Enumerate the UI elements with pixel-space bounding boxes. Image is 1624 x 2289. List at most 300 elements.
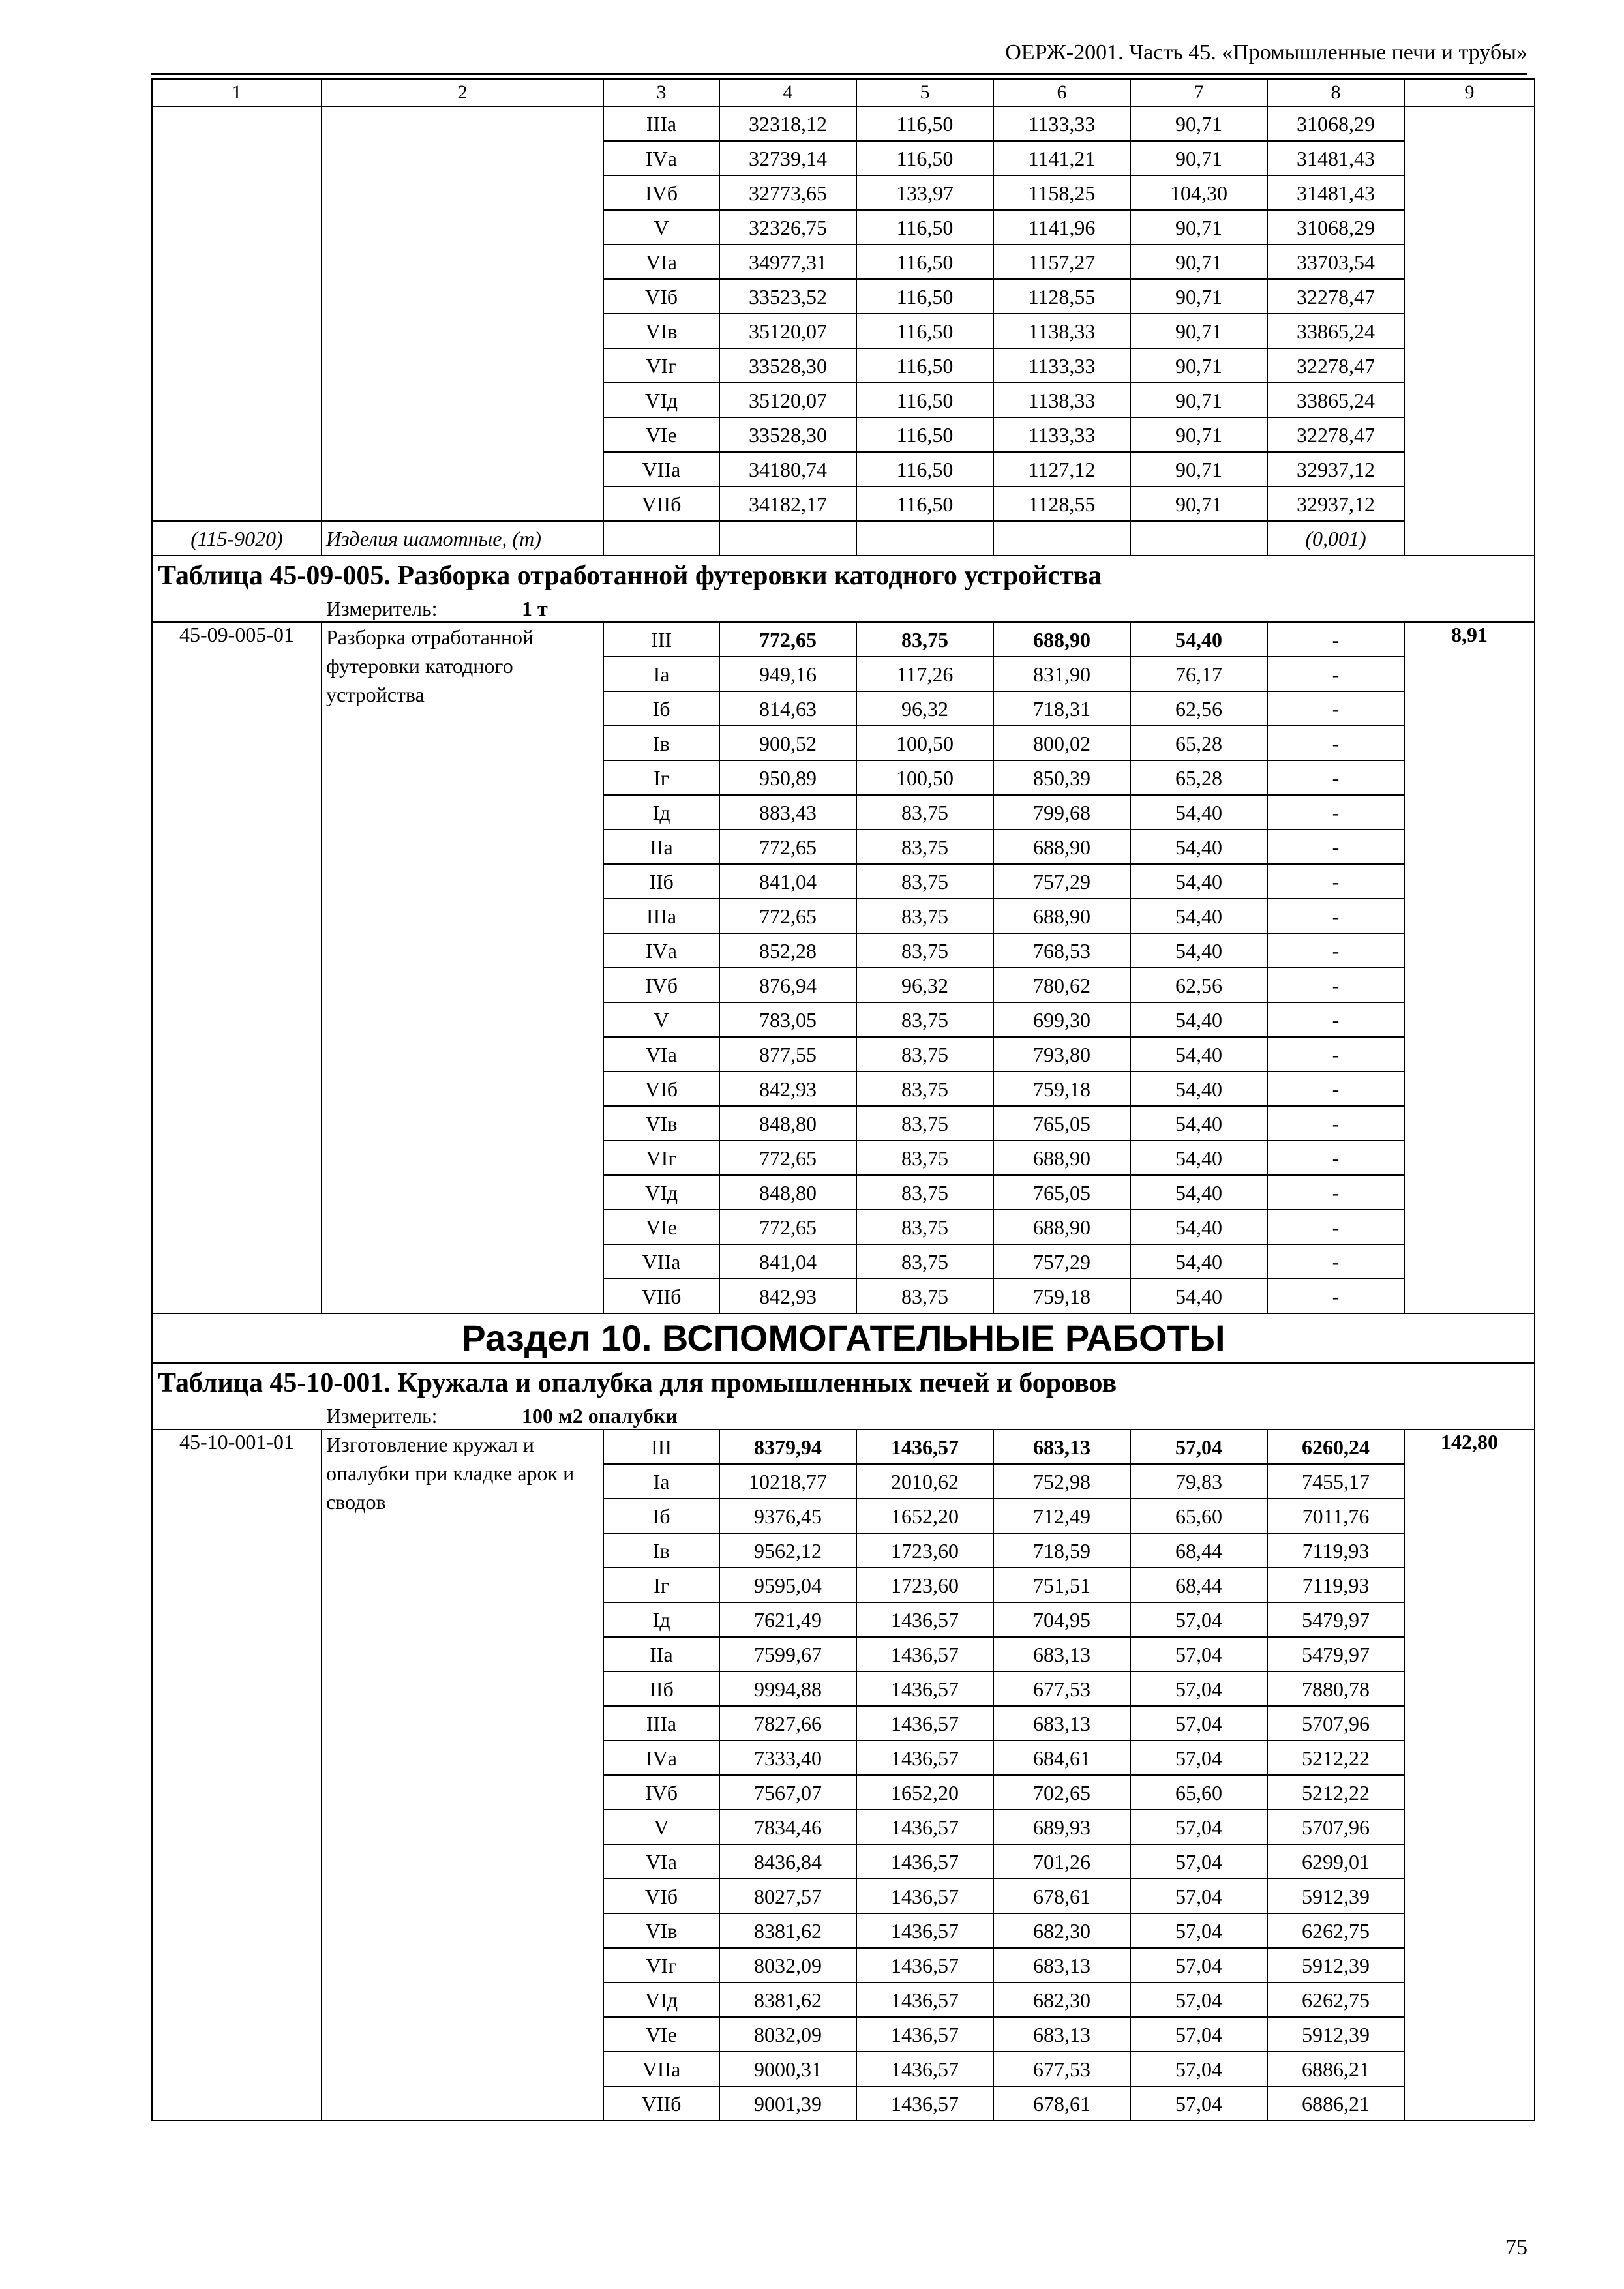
zone-code: Iг <box>603 760 719 795</box>
price-value: 54,40 <box>1130 1279 1267 1313</box>
price-value: - <box>1267 795 1404 830</box>
price-value: 32318,12 <box>719 106 856 141</box>
price-value: 54,40 <box>1130 622 1267 657</box>
price-value: 57,04 <box>1130 1913 1267 1948</box>
price-value: - <box>1267 1244 1404 1279</box>
price-value: - <box>1267 760 1404 795</box>
price-value: 83,75 <box>856 1037 993 1071</box>
price-value: 7599,67 <box>719 1637 856 1671</box>
price-value: - <box>1267 1106 1404 1141</box>
price-value: 90,71 <box>1130 417 1267 452</box>
price-value: 54,40 <box>1130 795 1267 830</box>
price-value: 83,75 <box>856 830 993 864</box>
price-value: - <box>1267 1210 1404 1244</box>
price-value: 90,71 <box>1130 245 1267 279</box>
zone-code: IIIа <box>603 899 719 933</box>
price-value: 682,30 <box>993 1913 1130 1948</box>
price-value: 57,04 <box>1130 2052 1267 2086</box>
column-9-value: 8,91 <box>1404 622 1535 1313</box>
price-value: 83,75 <box>856 1141 993 1175</box>
zone-code: VIа <box>603 1844 719 1879</box>
price-value: 32937,12 <box>1267 486 1404 521</box>
price-value: 852,28 <box>719 933 856 968</box>
price-value: 31481,43 <box>1267 175 1404 210</box>
price-value: 7119,93 <box>1267 1533 1404 1568</box>
price-value: - <box>1267 1037 1404 1071</box>
price-value: 6262,75 <box>1267 1982 1404 2017</box>
price-value: 1436,57 <box>856 2017 993 2052</box>
zone-code: Iв <box>603 726 719 760</box>
price-value: 1138,33 <box>993 383 1130 417</box>
column-number: 4 <box>719 79 856 106</box>
price-value: 1436,57 <box>856 1982 993 2017</box>
price-value: 814,63 <box>719 691 856 726</box>
price-value: 702,65 <box>993 1775 1130 1810</box>
price-value: 62,56 <box>1130 691 1267 726</box>
zone-code: Iб <box>603 691 719 726</box>
price-value: 1436,57 <box>856 1810 993 1844</box>
zone-code: VIIа <box>603 452 719 486</box>
price-value: 116,50 <box>856 417 993 452</box>
price-value: - <box>1267 657 1404 691</box>
price-value: 1141,96 <box>993 210 1130 245</box>
resource-code: (115-9020) <box>152 521 322 556</box>
price-value: 1128,55 <box>993 279 1130 314</box>
zone-code: V <box>603 1810 719 1844</box>
price-value: 32278,47 <box>1267 279 1404 314</box>
price-value: 32326,75 <box>719 210 856 245</box>
zone-code: IVа <box>603 933 719 968</box>
price-value: 57,04 <box>1130 1637 1267 1671</box>
table-title: Таблица 45-09-005. Разборка отработанной футеровки катодного устройства <box>152 556 1535 595</box>
zone-code: VIе <box>603 417 719 452</box>
zone-code: Iа <box>603 657 719 691</box>
price-value: 1133,33 <box>993 348 1130 383</box>
price-value: 1436,57 <box>856 1948 993 1982</box>
price-value: 1723,60 <box>856 1533 993 1568</box>
zone-code: VIб <box>603 1879 719 1913</box>
price-value: 1127,12 <box>993 452 1130 486</box>
zone-code: Iв <box>603 1533 719 1568</box>
zone-code: III <box>603 1429 719 1464</box>
table-title: Таблица 45-10-001. Кружала и опалубка для промышленных печей и боровов <box>152 1363 1535 1403</box>
price-value: 5479,97 <box>1267 1602 1404 1637</box>
price-value: 699,30 <box>993 1002 1130 1037</box>
section-title: Раздел 10. ВСПОМОГАТЕЛЬНЫЕ РАБОТЫ <box>152 1313 1535 1363</box>
price-value: 1133,33 <box>993 417 1130 452</box>
price-value: 688,90 <box>993 1141 1130 1175</box>
zone-code: VIIа <box>603 1244 719 1279</box>
price-value: 7567,07 <box>719 1775 856 1810</box>
price-value: 54,40 <box>1130 1071 1267 1106</box>
column-number: 7 <box>1130 79 1267 106</box>
zone-code: VIIб <box>603 2086 719 2121</box>
price-value: 7834,46 <box>719 1810 856 1844</box>
meter <box>152 1403 1535 1429</box>
price-value: 35120,07 <box>719 314 856 348</box>
price-value: 678,61 <box>993 2086 1130 2121</box>
zone-code: Iд <box>603 795 719 830</box>
price-value: 1652,20 <box>856 1499 993 1533</box>
price-value: 33703,54 <box>1267 245 1404 279</box>
price-value: 704,95 <box>993 1602 1130 1637</box>
zone-code: VIIб <box>603 1279 719 1313</box>
meter <box>152 595 1535 622</box>
price-value: 32278,47 <box>1267 348 1404 383</box>
price-value: 883,43 <box>719 795 856 830</box>
meter-label: Измеритель: <box>326 1404 438 1428</box>
price-value: 1141,21 <box>993 141 1130 175</box>
zone-code: VIв <box>603 1913 719 1948</box>
zone-code: VIд <box>603 1175 719 1210</box>
price-value: 54,40 <box>1130 1210 1267 1244</box>
column-number: 9 <box>1404 79 1535 106</box>
zone-code: IIIа <box>603 1706 719 1741</box>
table-title-row <box>152 1363 1535 1403</box>
price-value: - <box>1267 864 1404 899</box>
price-value: 32937,12 <box>1267 452 1404 486</box>
price-value: 79,83 <box>1130 1464 1267 1499</box>
zone-code: VIг <box>603 348 719 383</box>
price-value: 831,90 <box>993 657 1130 691</box>
zone-code: V <box>603 1002 719 1037</box>
meter-row <box>152 595 1535 622</box>
price-value: 33865,24 <box>1267 314 1404 348</box>
price-value: 34182,17 <box>719 486 856 521</box>
price-value: 780,62 <box>993 968 1130 1002</box>
price-value: 759,18 <box>993 1279 1130 1313</box>
price-value: 6262,75 <box>1267 1913 1404 1948</box>
price-value: 116,50 <box>856 452 993 486</box>
price-value: 116,50 <box>856 141 993 175</box>
price-value: 5707,96 <box>1267 1706 1404 1741</box>
price-value: 1158,25 <box>993 175 1130 210</box>
price-value: 712,49 <box>993 1499 1130 1533</box>
price-value: 57,04 <box>1130 1810 1267 1844</box>
price-value: 718,31 <box>993 691 1130 726</box>
price-value: 5912,39 <box>1267 1879 1404 1913</box>
price-value: 116,50 <box>856 314 993 348</box>
price-value: 688,90 <box>993 1210 1130 1244</box>
price-value: 677,53 <box>993 1671 1130 1706</box>
price-value: 7119,93 <box>1267 1568 1404 1602</box>
price-value: 683,13 <box>993 1637 1130 1671</box>
price-value: 799,68 <box>993 795 1130 830</box>
price-value: 783,05 <box>719 1002 856 1037</box>
price-value: 57,04 <box>1130 1429 1267 1464</box>
zone-code: VIе <box>603 1210 719 1244</box>
price-value: 54,40 <box>1130 1141 1267 1175</box>
price-value: 689,93 <box>993 1810 1130 1844</box>
price-value: 850,39 <box>993 760 1130 795</box>
price-value: 116,50 <box>856 348 993 383</box>
price-value: 6299,01 <box>1267 1844 1404 1879</box>
price-value: - <box>1267 933 1404 968</box>
price-value: 83,75 <box>856 1210 993 1244</box>
rate-description: Разборка отработанной футеровки катодного устройства <box>322 622 603 1313</box>
price-value: 116,50 <box>856 279 993 314</box>
price-value: 5212,22 <box>1267 1741 1404 1775</box>
price-value: - <box>1267 1141 1404 1175</box>
price-value: 83,75 <box>856 1002 993 1037</box>
price-value: 841,04 <box>719 864 856 899</box>
meter-value: 1 т <box>522 597 548 620</box>
price-value: 8381,62 <box>719 1913 856 1948</box>
price-value: 765,05 <box>993 1106 1130 1141</box>
zone-code: IVб <box>603 175 719 210</box>
price-value: - <box>1267 1071 1404 1106</box>
price-value: 31068,29 <box>1267 210 1404 245</box>
price-value: 7011,76 <box>1267 1499 1404 1533</box>
price-value: 7827,66 <box>719 1706 856 1741</box>
price-value <box>993 521 1130 556</box>
zone-code: VIа <box>603 1037 719 1071</box>
price-value: 54,40 <box>1130 933 1267 968</box>
price-value: 31481,43 <box>1267 141 1404 175</box>
price-value: 950,89 <box>719 760 856 795</box>
price-value: 949,16 <box>719 657 856 691</box>
price-value: 83,75 <box>856 1279 993 1313</box>
zone-code: VIIб <box>603 486 719 521</box>
price-value: 83,75 <box>856 1071 993 1106</box>
price-value: - <box>1267 1279 1404 1313</box>
price-value: 68,44 <box>1130 1568 1267 1602</box>
zone-code: VIа <box>603 245 719 279</box>
price-value: 842,93 <box>719 1279 856 1313</box>
price-value: 54,40 <box>1130 899 1267 933</box>
price-value: 772,65 <box>719 1210 856 1244</box>
price-value: 117,26 <box>856 657 993 691</box>
price-value: 90,71 <box>1130 383 1267 417</box>
price-value: 54,40 <box>1130 1002 1267 1037</box>
price-value: 90,71 <box>1130 348 1267 383</box>
column-9-value <box>1404 106 1535 556</box>
price-value: 34180,74 <box>719 452 856 486</box>
price-value: 1436,57 <box>856 1706 993 1741</box>
price-value: 116,50 <box>856 106 993 141</box>
price-value: 688,90 <box>993 899 1130 933</box>
price-value: 57,04 <box>1130 2086 1267 2121</box>
zone-code: IIа <box>603 1637 719 1671</box>
zone-code: VIб <box>603 1071 719 1106</box>
price-value: 5212,22 <box>1267 1775 1404 1810</box>
price-value: 35120,07 <box>719 383 856 417</box>
price-value: 100,50 <box>856 726 993 760</box>
column-9-value: 142,80 <box>1404 1429 1535 2121</box>
column-number: 5 <box>856 79 993 106</box>
zone-code: IVб <box>603 1775 719 1810</box>
price-value: 759,18 <box>993 1071 1130 1106</box>
price-value: 6260,24 <box>1267 1429 1404 1464</box>
price-value: 7455,17 <box>1267 1464 1404 1499</box>
price-value: 1157,27 <box>993 245 1130 279</box>
price-value: 76,17 <box>1130 657 1267 691</box>
price-value: 104,30 <box>1130 175 1267 210</box>
resource-name: Изделия шамотные, (т) <box>322 521 603 556</box>
price-value: 57,04 <box>1130 1948 1267 1982</box>
column-number: 6 <box>993 79 1130 106</box>
price-value: 33865,24 <box>1267 383 1404 417</box>
price-value: 772,65 <box>719 622 856 657</box>
price-value: 32739,14 <box>719 141 856 175</box>
price-value: - <box>1267 968 1404 1002</box>
column-number: 8 <box>1267 79 1404 106</box>
price-value: 8379,94 <box>719 1429 856 1464</box>
price-value: 842,93 <box>719 1071 856 1106</box>
table-row <box>152 1429 1535 1464</box>
price-value: 57,04 <box>1130 1982 1267 2017</box>
price-value: 10218,77 <box>719 1464 856 1499</box>
price-value: 772,65 <box>719 899 856 933</box>
price-value: 96,32 <box>856 968 993 1002</box>
price-value: 54,40 <box>1130 1175 1267 1210</box>
price-value: 1436,57 <box>856 1741 993 1775</box>
zone-code: IIIа <box>603 106 719 141</box>
price-value: 1723,60 <box>856 1568 993 1602</box>
price-value: 8381,62 <box>719 1982 856 2017</box>
price-value: 33528,30 <box>719 348 856 383</box>
price-value: 116,50 <box>856 210 993 245</box>
price-value: 57,04 <box>1130 1879 1267 1913</box>
price-value: 678,61 <box>993 1879 1130 1913</box>
price-value: 9994,88 <box>719 1671 856 1706</box>
price-value: 83,75 <box>856 933 993 968</box>
price-value: 83,75 <box>856 864 993 899</box>
price-value: 793,80 <box>993 1037 1130 1071</box>
price-value: 688,90 <box>993 830 1130 864</box>
table-row <box>152 106 1535 141</box>
price-value: 701,26 <box>993 1844 1130 1879</box>
price-value: 877,55 <box>719 1037 856 1071</box>
price-value: 65,60 <box>1130 1499 1267 1533</box>
column-number: 2 <box>322 79 603 106</box>
zone-code: Iа <box>603 1464 719 1499</box>
price-value: 57,04 <box>1130 1741 1267 1775</box>
price-value: 1436,57 <box>856 1879 993 1913</box>
price-value: 96,32 <box>856 691 993 726</box>
price-value: 900,52 <box>719 726 856 760</box>
price-value: 57,04 <box>1130 1844 1267 1879</box>
zone-code: V <box>603 210 719 245</box>
price-value: 83,75 <box>856 622 993 657</box>
price-value: 682,30 <box>993 1982 1130 2017</box>
price-value: 83,75 <box>856 1244 993 1279</box>
price-value: 54,40 <box>1130 864 1267 899</box>
zone-code: IIа <box>603 830 719 864</box>
zone-code: Iг <box>603 1568 719 1602</box>
zone-code: VIв <box>603 314 719 348</box>
price-value: 1652,20 <box>856 1775 993 1810</box>
price-value: 83,75 <box>856 899 993 933</box>
column-number: 1 <box>152 79 322 106</box>
rate-code: 45-10-001-01 <box>152 1429 322 2121</box>
column-number-row <box>152 79 1535 106</box>
zone-code: VIв <box>603 1106 719 1141</box>
price-value: 8032,09 <box>719 1948 856 1982</box>
price-value: 57,04 <box>1130 1671 1267 1706</box>
price-value: 9595,04 <box>719 1568 856 1602</box>
resource-value: (0,001) <box>1267 521 1404 556</box>
price-value: - <box>1267 1175 1404 1210</box>
page-number: 75 <box>1505 2236 1527 2260</box>
zone-code: IIб <box>603 864 719 899</box>
price-value: 32773,65 <box>719 175 856 210</box>
price-value: 718,59 <box>993 1533 1130 1568</box>
price-value: 1436,57 <box>856 2086 993 2121</box>
zone-code: VIIа <box>603 2052 719 2086</box>
price-value: 100,50 <box>856 760 993 795</box>
table-body <box>152 79 1535 2121</box>
price-value: 752,98 <box>993 1464 1130 1499</box>
price-value: 876,94 <box>719 968 856 1002</box>
price-value: 90,71 <box>1130 486 1267 521</box>
header-rule <box>151 73 1527 75</box>
page-header: ОЕРЖ-2001. Часть 45. «Промышленные печи и трубы» <box>1005 40 1527 65</box>
price-value: 677,53 <box>993 2052 1130 2086</box>
price-value: 684,61 <box>993 1741 1130 1775</box>
price-value: 133,97 <box>856 175 993 210</box>
section-title-row <box>152 1313 1535 1363</box>
price-value <box>719 521 856 556</box>
price-value: 33528,30 <box>719 417 856 452</box>
price-value: - <box>1267 691 1404 726</box>
price-value <box>856 521 993 556</box>
price-value: 83,75 <box>856 795 993 830</box>
price-value: 9001,39 <box>719 2086 856 2121</box>
price-value: 7333,40 <box>719 1741 856 1775</box>
price-value: 7880,78 <box>1267 1671 1404 1706</box>
price-value: 65,60 <box>1130 1775 1267 1810</box>
price-value: 9000,31 <box>719 2052 856 2086</box>
price-value: 62,56 <box>1130 968 1267 1002</box>
price-value: - <box>1267 1002 1404 1037</box>
price-value: 31068,29 <box>1267 106 1404 141</box>
price-value: 1436,57 <box>856 1671 993 1706</box>
price-value: 34977,31 <box>719 245 856 279</box>
zone-code: IVа <box>603 1741 719 1775</box>
zone-code: VIг <box>603 1141 719 1175</box>
price-value: 688,90 <box>993 622 1130 657</box>
price-value: 5912,39 <box>1267 1948 1404 1982</box>
price-value: 68,44 <box>1130 1533 1267 1568</box>
price-value: 5479,97 <box>1267 1637 1404 1671</box>
price-value: 6886,21 <box>1267 2052 1404 2086</box>
price-value: - <box>1267 622 1404 657</box>
price-value: 1436,57 <box>856 1844 993 1879</box>
zone-code: Iб <box>603 1499 719 1533</box>
price-value: 57,04 <box>1130 2017 1267 2052</box>
price-value: 2010,62 <box>856 1464 993 1499</box>
price-value: 54,40 <box>1130 1244 1267 1279</box>
price-value: 768,53 <box>993 933 1130 968</box>
price-value: 1436,57 <box>856 1429 993 1464</box>
price-value: - <box>1267 899 1404 933</box>
price-value: 8032,09 <box>719 2017 856 2052</box>
price-value: 757,29 <box>993 864 1130 899</box>
rate-description <box>322 106 603 521</box>
price-value: 90,71 <box>1130 314 1267 348</box>
price-value: 9376,45 <box>719 1499 856 1533</box>
price-value: 1128,55 <box>993 486 1130 521</box>
rate-description: Изготовление кружал и опалубки при кладке арок и сводов <box>322 1429 603 2121</box>
column-number: 3 <box>603 79 719 106</box>
price-value: 5912,39 <box>1267 2017 1404 2052</box>
rate-code: 45-09-005-01 <box>152 622 322 1313</box>
rate-code <box>152 106 322 521</box>
price-value: 57,04 <box>1130 1706 1267 1741</box>
price-value: 5707,96 <box>1267 1810 1404 1844</box>
price-value: 1133,33 <box>993 106 1130 141</box>
